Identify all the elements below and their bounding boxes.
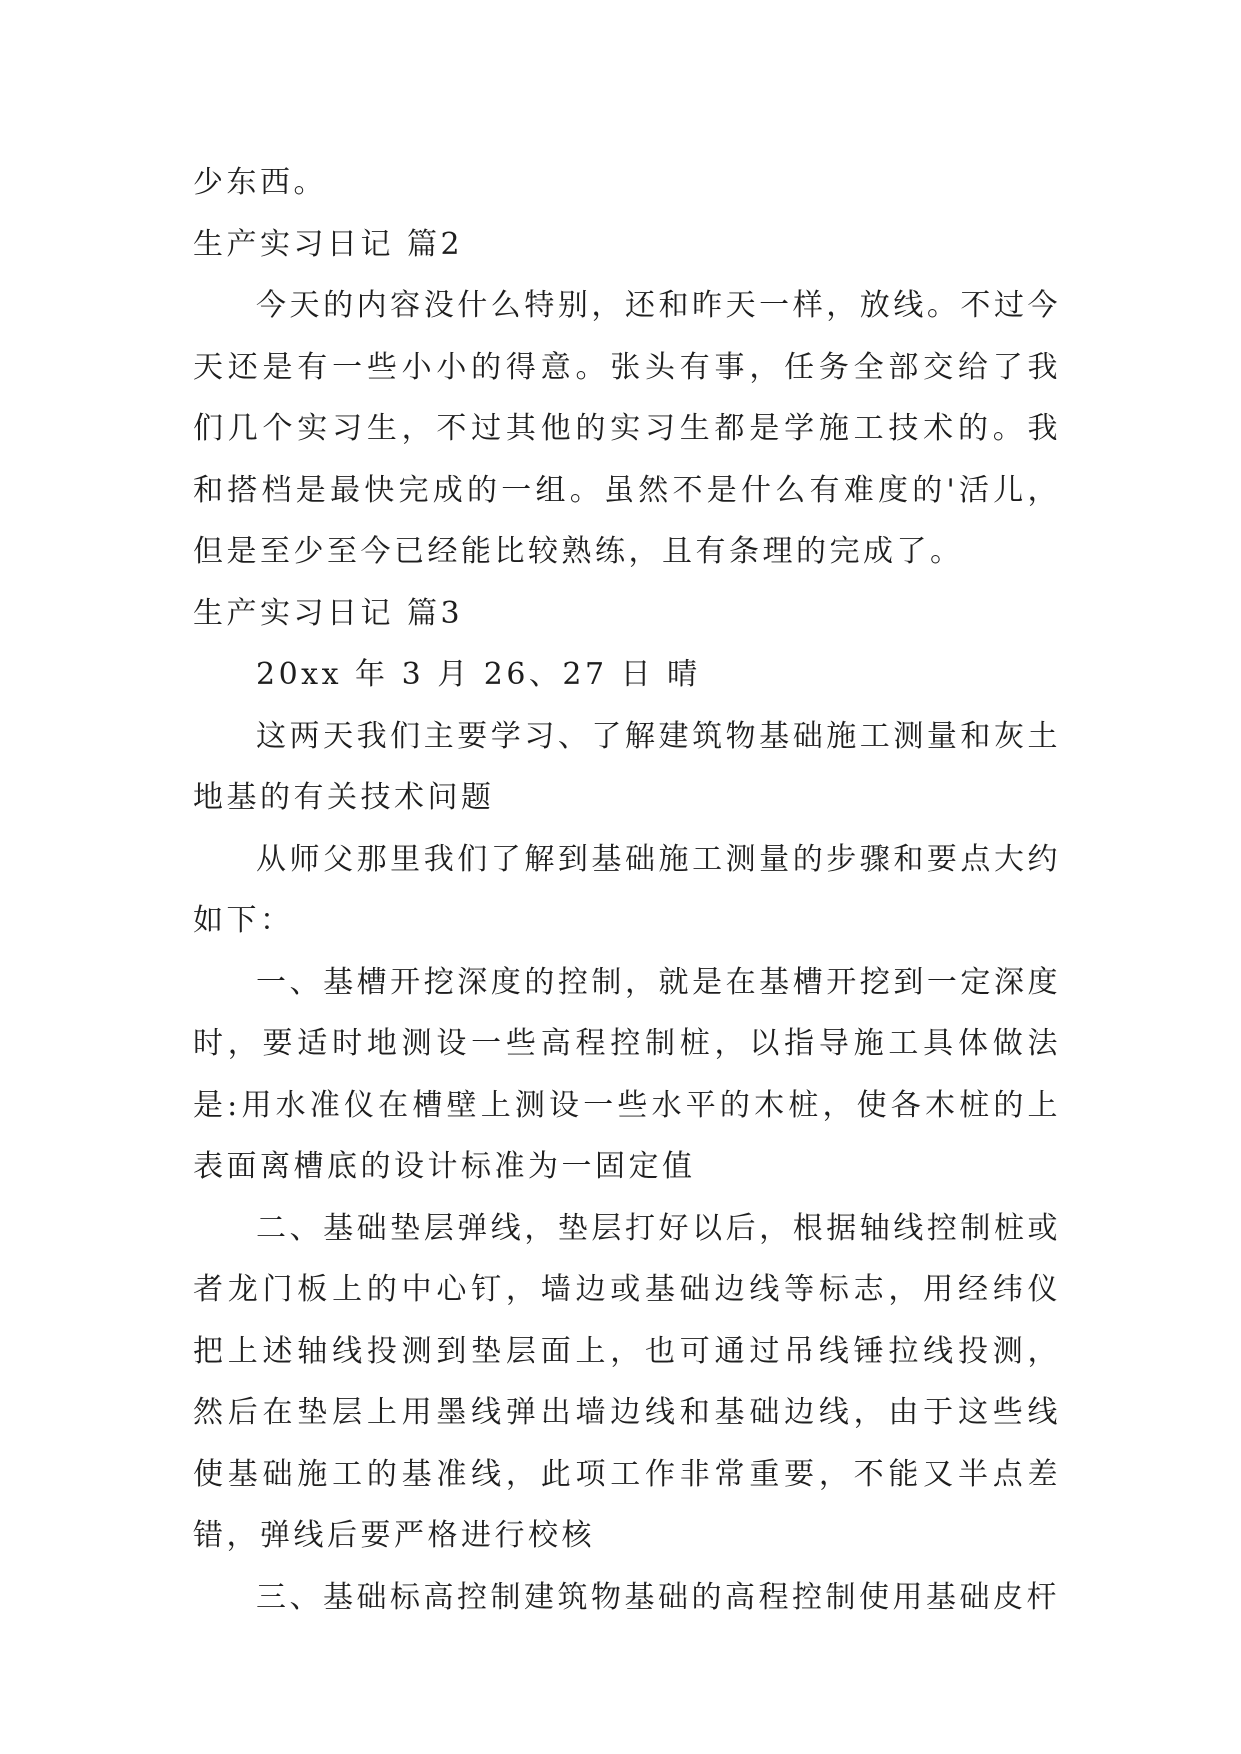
paragraph: 从师父那里我们了解到基础施工测量的步骤和要点大约如下： xyxy=(193,841,1061,938)
section-heading-3: 生产实习日记 篇3 xyxy=(193,595,464,631)
document-body xyxy=(193,152,1061,1628)
continuation-text: 少东西。 xyxy=(193,165,327,200)
paragraph: 今天的内容没什么特别，还和昨天一样，放线。不过今天还是有一些小小的得意。张头有事，任务全部交给了我们几个实习生，不过其他的实习生都是学施工技术的。我和搭档是最快完成的一组。虽然不是什么有难度的'活儿，但是至少至今已经能比较熟练，且有条理的完成了。 xyxy=(193,288,1061,569)
paragraph: 三、基础标高控制建筑物基础的高程控制使用基础皮杆 xyxy=(256,1579,1060,1615)
section-heading-2: 生产实习日记 篇2 xyxy=(193,226,464,262)
paragraph: 二、基础垫层弹线，垫层打好以后，根据轴线控制桩或者龙门板上的中心钉，墙边或基础边线等标志，用经纬仪把上述轴线投测到垫层面上，也可通过吊线锤拉线投测，然后在垫层上用墨线弹出墙边线和基础边线，由于这些线使基础施工的基准线，此项工作非常重要，不能又半点差错，弹线后要严格进行校核 xyxy=(193,1210,1061,1553)
paragraph: 一、基槽开挖深度的控制，就是在基槽开挖到一定深度时，要适时地测设一些高程控制桩，以指导施工具体做法是:用水准仪在槽壁上测设一些水平的木桩，使各木桩的上表面离槽底的设计标准为一固定值 xyxy=(193,964,1061,1184)
diary-date: 20xx 年 3 月 26、27 日 晴 xyxy=(256,657,701,692)
paragraph: 这两天我们主要学习、了解建筑物基础施工测量和灰土地基的有关技术问题 xyxy=(193,718,1061,815)
